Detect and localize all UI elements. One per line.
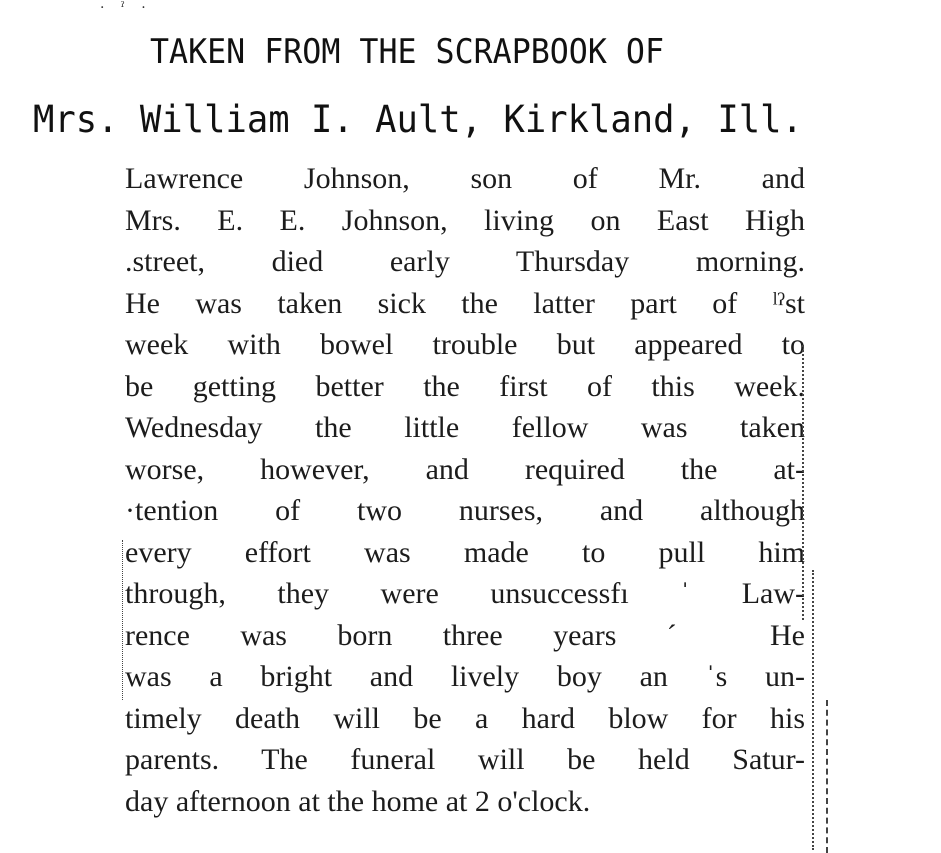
article-line: be getting better the first of this week.	[125, 369, 805, 403]
article-line: day afternoon at the home at 2 o'clock.	[125, 784, 591, 818]
column-rule	[812, 570, 814, 850]
article-line: timely death will be a hard blow for his	[125, 701, 805, 735]
article-line: ·tention of two nurses, and although	[125, 494, 805, 527]
article-line: Lawrence Johnson, son of Mr. and	[125, 162, 805, 195]
scrapbook-header-title: TAKEN FROM THE SCRAPBOOK OF	[150, 32, 664, 72]
article-line: every effort was made to pull him	[125, 535, 805, 569]
article-line: Wednesday the little fellow was taken	[125, 411, 805, 444]
obituary-article	[125, 158, 805, 822]
article-line: .street, died early Thursday morning.	[125, 245, 805, 278]
column-rule	[802, 345, 804, 620]
article-line: week with bowel trouble but appeared to	[125, 328, 805, 361]
column-rule	[826, 700, 828, 853]
article-line: through, they were unsuccessfı ˈ Law-	[125, 577, 805, 610]
article-line: was a bright and lively boy an ˈs un-	[125, 660, 805, 693]
column-rule	[122, 540, 123, 700]
article-line: Mrs. E. E. Johnson, living on East High	[125, 203, 805, 237]
article-line: rence was born three years ˊ He	[125, 618, 805, 652]
article-line: parents. The funeral will be held Satur-	[125, 743, 805, 776]
article-line: He was taken sick the latter part of ˡˀst	[125, 286, 805, 320]
article-line: worse, however, and required the at-	[125, 452, 805, 486]
print-specks: · ˀ ·	[100, 0, 152, 16]
scrapbook-owner-line: Mrs. William I. Ault, Kirkland, Ill.	[33, 98, 803, 141]
